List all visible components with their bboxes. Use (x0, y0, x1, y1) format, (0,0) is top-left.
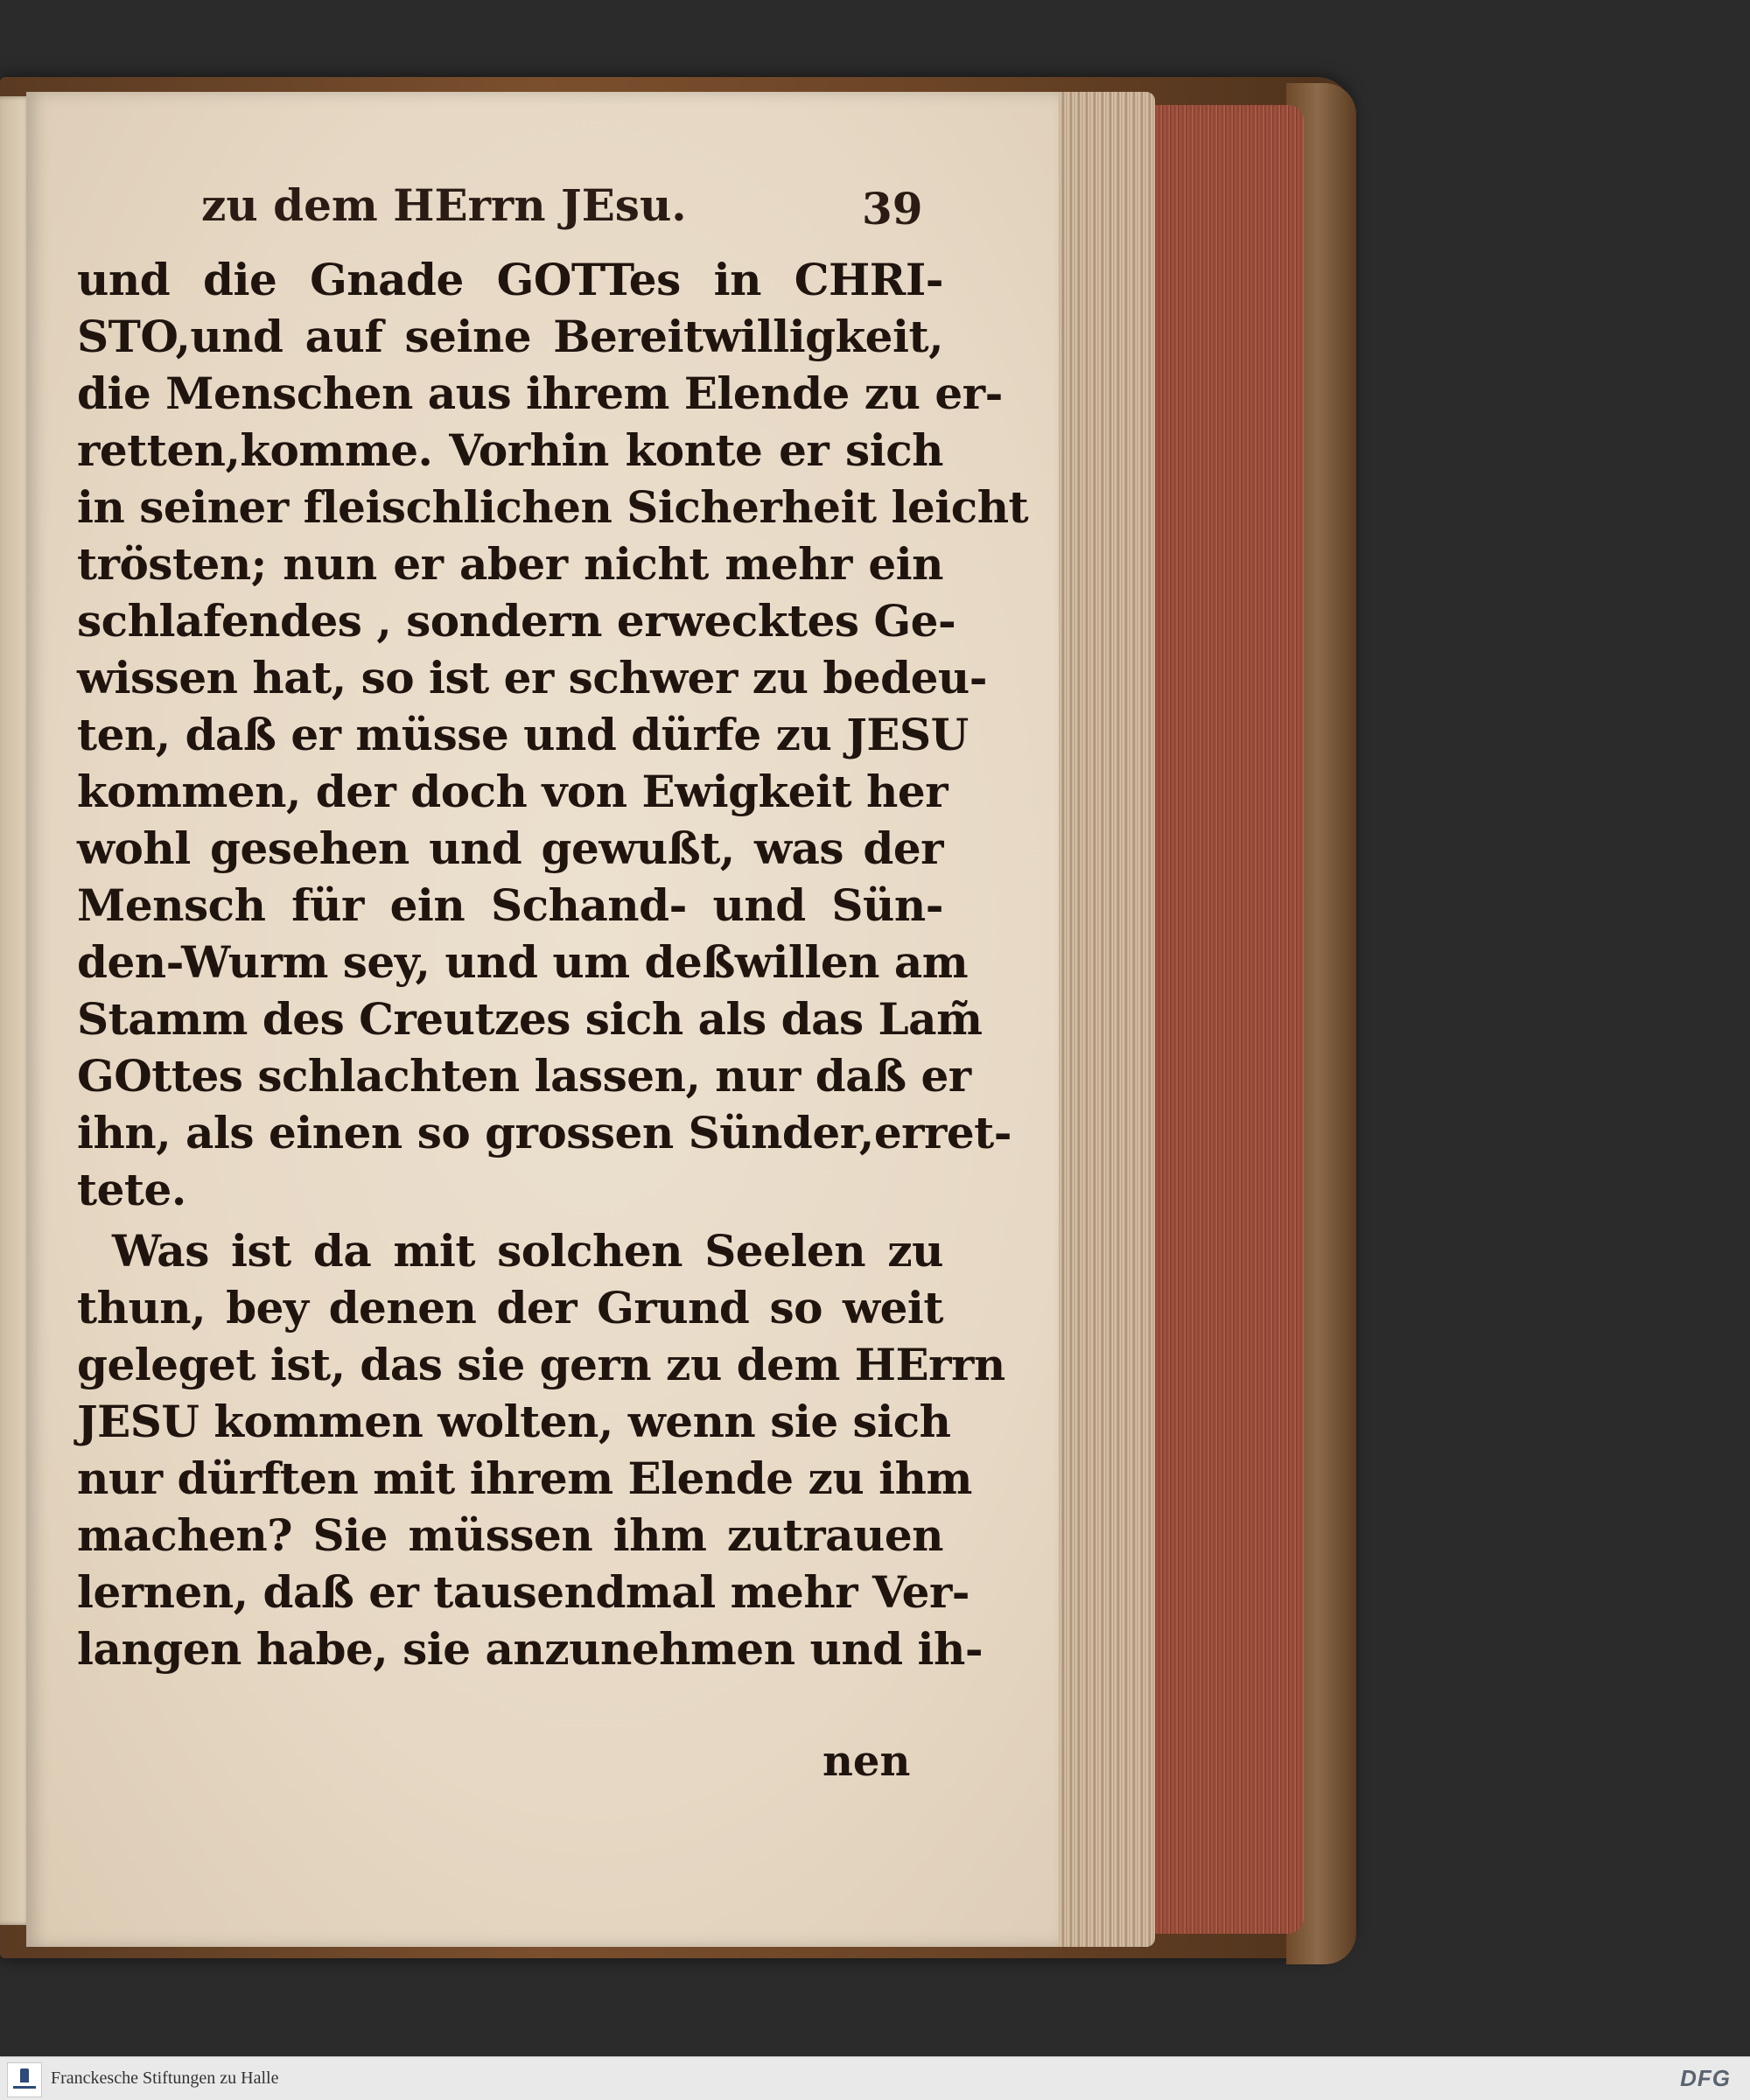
text-line: lernen, daß er tausendmal mehr Ver- (77, 1566, 970, 1618)
footer-bar (0, 2056, 1750, 2100)
text-line: tete. (77, 1164, 186, 1215)
text-line: thun, bey denen der Grund so weit (77, 1282, 943, 1334)
text-line: wissen hat, so ist er schwer zu bedeu- (77, 652, 988, 704)
text-line: STO,und auf seine Bereitwilligkeit, (77, 311, 943, 362)
text-line: ten, daß er müsse und dürfe zu JESU (77, 709, 969, 760)
text-line: schlafendes , sondern erwecktes Ge- (77, 595, 956, 647)
text-line: ihn, als einen so grossen Sünder,erret- (77, 1107, 1012, 1158)
text-line: Stamm des Creutzes sich als das Lam̃ (77, 993, 983, 1045)
text-line: kommen, der doch von Ewigkeit her (77, 766, 948, 817)
text-line: langen habe, sie anzunehmen und ih- (77, 1623, 984, 1675)
catchword: nen (822, 1737, 911, 1786)
text-line: GOttes schlachten lassen, nur daß er (77, 1050, 971, 1102)
text-line: Was ist da mit solchen Seelen zu (112, 1225, 943, 1277)
text-line: in seiner fleischlichen Sicherheit leicht (77, 481, 1029, 533)
page-number: 39 (862, 183, 923, 234)
text-line: geleget ist, das sie gern zu dem HErrn (77, 1339, 1005, 1390)
dfg-logo[interactable]: DFG (1680, 2065, 1731, 2091)
page-edges-red (1146, 105, 1304, 1934)
francke-foundation-logo-icon[interactable] (7, 2062, 42, 2097)
text-line: trösten; nun er aber nicht mehr ein (77, 538, 943, 590)
book-page (26, 92, 1059, 1947)
text-line: wohl gesehen und gewußt, was der (77, 822, 943, 874)
text-line: JESU kommen wolten, wenn sie sich (77, 1396, 951, 1447)
page-edges (1050, 92, 1155, 1947)
text-line: nur dürften mit ihrem Elende zu ihm (77, 1452, 972, 1504)
text-line: machen? Sie müssen ihm zutrauen (77, 1509, 943, 1561)
text-line: und die Gnade GOTTes in CHRI- (77, 254, 943, 305)
text-line: Mensch für ein Schand- und Sün- (77, 879, 943, 931)
text-line: den-Wurm sey, und um deßwillen am (77, 936, 969, 988)
text-line: retten,komme. Vorhin konte er sich (77, 424, 943, 476)
institution-label[interactable]: Franckesche Stiftungen zu Halle (51, 2068, 279, 2088)
running-head: zu dem HErrn JEsu. (201, 179, 687, 231)
text-line: die Menschen aus ihrem Elende zu er- (77, 368, 1003, 419)
